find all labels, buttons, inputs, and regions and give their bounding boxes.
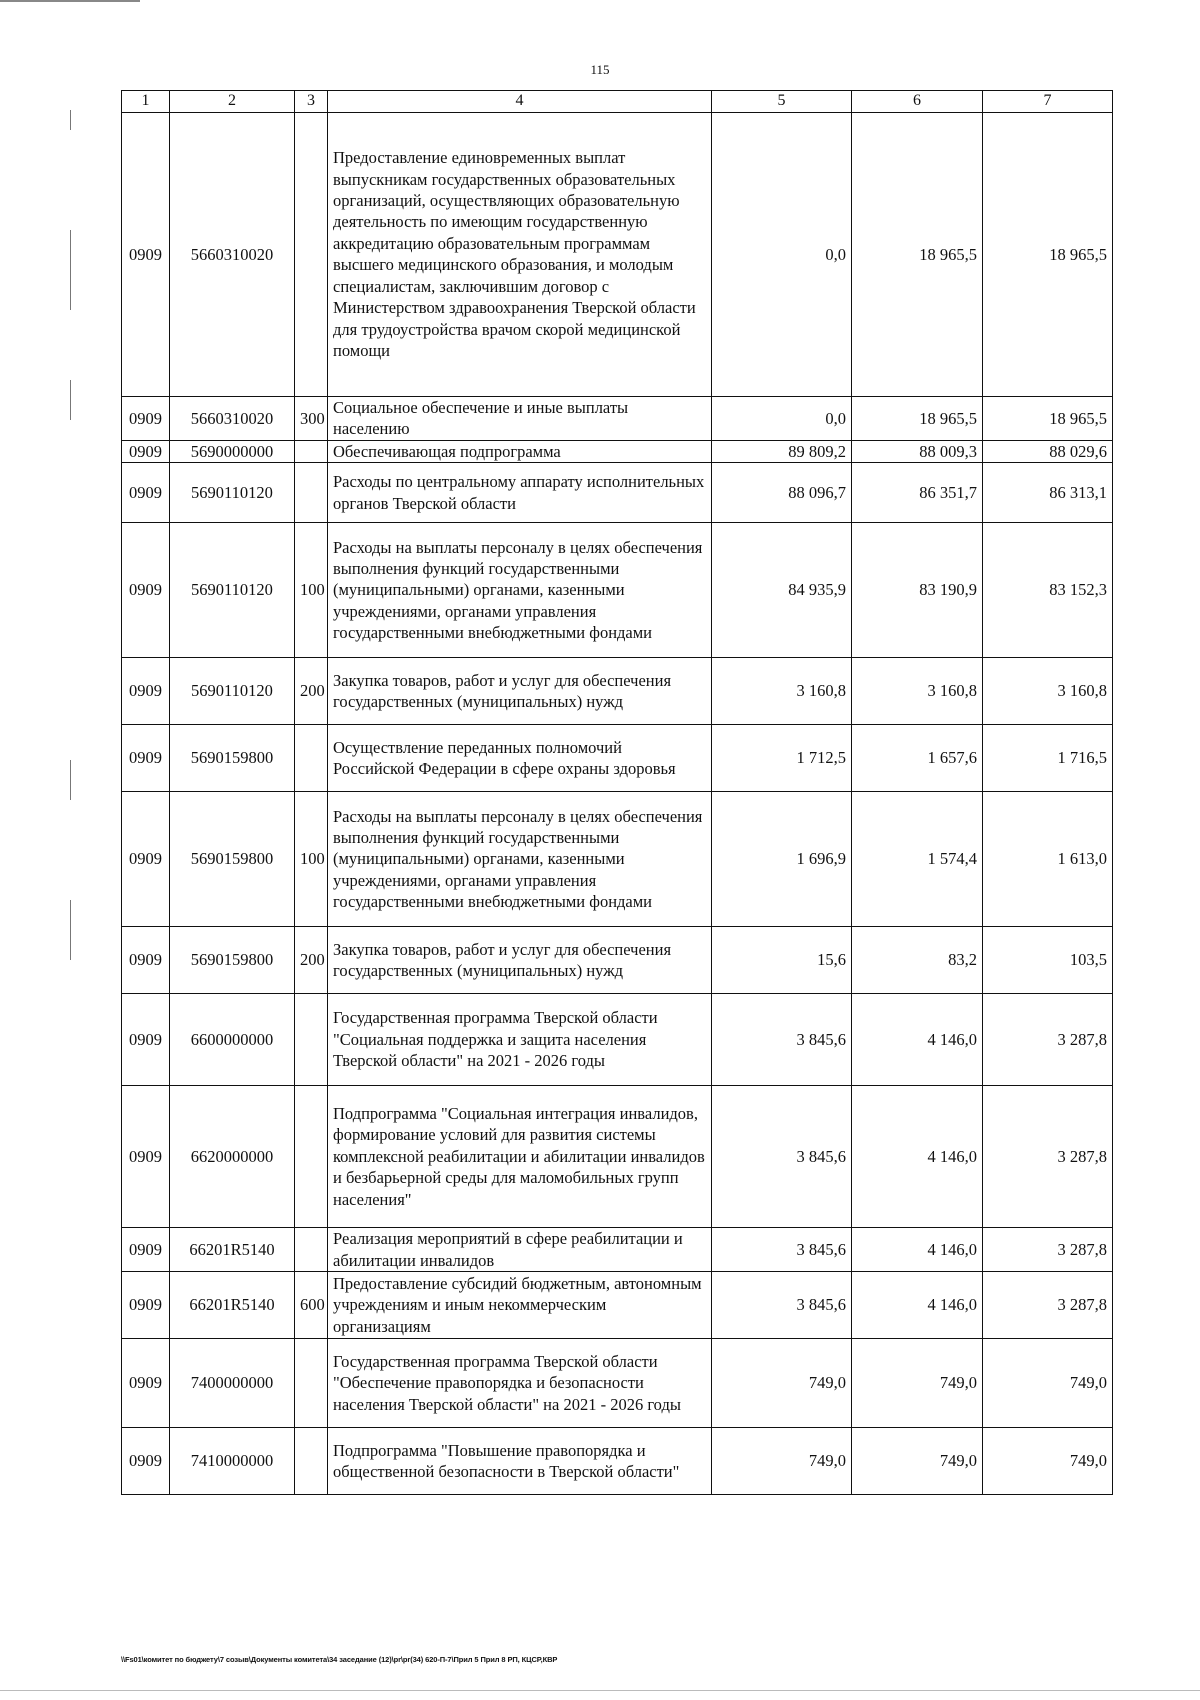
value-col-7: 3 287,8 <box>983 1228 1113 1272</box>
row-description: Социальное обеспечение и иные выплаты населению <box>328 396 712 440</box>
expense-type-code <box>295 463 328 523</box>
expense-type-code: 600 <box>295 1272 328 1339</box>
value-col-6: 749,0 <box>852 1428 983 1495</box>
table-row <box>122 463 1113 523</box>
table-row <box>122 440 1113 462</box>
value-col-5: 749,0 <box>712 1339 852 1428</box>
table-row <box>122 994 1113 1086</box>
value-col-5: 89 809,2 <box>712 440 852 462</box>
section-code: 0909 <box>122 1272 170 1339</box>
target-article-code: 5690159800 <box>170 725 295 792</box>
expense-type-code <box>295 1228 328 1272</box>
value-col-5: 749,0 <box>712 1428 852 1495</box>
value-col-7: 3 287,8 <box>983 1272 1113 1339</box>
column-header: 5 <box>712 91 852 113</box>
value-col-7: 749,0 <box>983 1339 1113 1428</box>
value-col-6: 4 146,0 <box>852 1086 983 1228</box>
value-col-6: 18 965,5 <box>852 396 983 440</box>
table-row <box>122 927 1113 994</box>
row-description: Государственная программа Тверской области "Обеспечение правопорядка и безопасности населения Тверской области" на 2021 - 2026 годы <box>328 1339 712 1428</box>
value-col-5: 3 845,6 <box>712 1228 852 1272</box>
value-col-7: 1 716,5 <box>983 725 1113 792</box>
expense-type-code: 200 <box>295 658 328 725</box>
row-description: Реализация мероприятий в сфере реабилитации и абилитации инвалидов <box>328 1228 712 1272</box>
table-row <box>122 396 1113 440</box>
margin-mark <box>70 760 71 800</box>
column-header: 4 <box>328 91 712 113</box>
value-col-7: 3 287,8 <box>983 1086 1113 1228</box>
row-description: Расходы по центральному аппарату исполнительных органов Тверской области <box>328 463 712 523</box>
expense-type-code <box>295 112 328 396</box>
column-header: 2 <box>170 91 295 113</box>
page-number: 115 <box>590 62 610 77</box>
target-article-code: 5690159800 <box>170 927 295 994</box>
section-code: 0909 <box>122 1339 170 1428</box>
section-code: 0909 <box>122 396 170 440</box>
budget-table <box>121 90 1113 1495</box>
row-description: Подпрограмма "Повышение правопорядка и общественной безопасности в Тверской области" <box>328 1428 712 1495</box>
value-col-5: 84 935,9 <box>712 523 852 658</box>
target-article-code: 5690110120 <box>170 463 295 523</box>
table-row <box>122 792 1113 927</box>
footer-file-path: \\Fs01\комитет по бюджету\7 созыв\Документы комитета\34 заседание (12)\pr\pr(34) 620-П-7\Прил 5 Прил 8 РП, КЦСР,КВР <box>121 1655 558 1664</box>
target-article-code: 5690000000 <box>170 440 295 462</box>
value-col-7: 103,5 <box>983 927 1113 994</box>
section-code: 0909 <box>122 725 170 792</box>
table-row <box>122 523 1113 658</box>
section-code: 0909 <box>122 440 170 462</box>
value-col-6: 749,0 <box>852 1339 983 1428</box>
value-col-7: 86 313,1 <box>983 463 1113 523</box>
value-col-6: 4 146,0 <box>852 1228 983 1272</box>
expense-type-code <box>295 1428 328 1495</box>
table-row <box>122 658 1113 725</box>
value-col-6: 86 351,7 <box>852 463 983 523</box>
value-col-6: 83 190,9 <box>852 523 983 658</box>
target-article-code: 5690110120 <box>170 658 295 725</box>
value-col-6: 1 657,6 <box>852 725 983 792</box>
value-col-7: 18 965,5 <box>983 396 1113 440</box>
value-col-6: 83,2 <box>852 927 983 994</box>
value-col-6: 3 160,8 <box>852 658 983 725</box>
table-header-row <box>122 91 1113 113</box>
expense-type-code: 300 <box>295 396 328 440</box>
table-row <box>122 1272 1113 1339</box>
expense-type-code <box>295 440 328 462</box>
value-col-6: 1 574,4 <box>852 792 983 927</box>
expense-type-code: 200 <box>295 927 328 994</box>
column-header: 3 <box>295 91 328 113</box>
scan-edge-mark <box>0 0 140 2</box>
section-code: 0909 <box>122 523 170 658</box>
target-article-code: 66201R5140 <box>170 1228 295 1272</box>
scan-edge-mark <box>0 1690 1200 1691</box>
margin-mark <box>70 900 71 960</box>
target-article-code: 6620000000 <box>170 1086 295 1228</box>
section-code: 0909 <box>122 792 170 927</box>
value-col-7: 1 613,0 <box>983 792 1113 927</box>
expense-type-code <box>295 994 328 1086</box>
section-code: 0909 <box>122 112 170 396</box>
margin-mark <box>70 110 71 130</box>
target-article-code: 5660310020 <box>170 396 295 440</box>
value-col-5: 15,6 <box>712 927 852 994</box>
section-code: 0909 <box>122 463 170 523</box>
column-header: 6 <box>852 91 983 113</box>
row-description: Государственная программа Тверской области "Социальная поддержка и защита населения Тверской области" на 2021 - 2026 годы <box>328 994 712 1086</box>
value-col-6: 4 146,0 <box>852 994 983 1086</box>
table-row <box>122 1228 1113 1272</box>
section-code: 0909 <box>122 658 170 725</box>
target-article-code: 66201R5140 <box>170 1272 295 1339</box>
value-col-7: 749,0 <box>983 1428 1113 1495</box>
expense-type-code <box>295 1339 328 1428</box>
value-col-6: 4 146,0 <box>852 1272 983 1339</box>
value-col-5: 0,0 <box>712 112 852 396</box>
value-col-5: 3 160,8 <box>712 658 852 725</box>
value-col-6: 18 965,5 <box>852 112 983 396</box>
row-description: Расходы на выплаты персоналу в целях обеспечения выполнения функций государственными (муниципальными) органами, казенными учреждениями, органами управления государственными внебюджетными фондами <box>328 523 712 658</box>
target-article-code: 7400000000 <box>170 1339 295 1428</box>
row-description: Подпрограмма "Социальная интеграция инвалидов, формирование условий для развития системы комплексной реабилитации и абилитации инвалидов и безбарьерной среды для маломобильных групп населения" <box>328 1086 712 1228</box>
column-header: 1 <box>122 91 170 113</box>
target-article-code: 5660310020 <box>170 112 295 396</box>
expense-type-code <box>295 725 328 792</box>
target-article-code: 5690159800 <box>170 792 295 927</box>
row-description: Закупка товаров, работ и услуг для обеспечения государственных (муниципальных) нужд <box>328 658 712 725</box>
expense-type-code <box>295 1086 328 1228</box>
value-col-5: 1 712,5 <box>712 725 852 792</box>
table-row <box>122 1086 1113 1228</box>
value-col-7: 3 287,8 <box>983 994 1113 1086</box>
value-col-5: 0,0 <box>712 396 852 440</box>
value-col-7: 83 152,3 <box>983 523 1113 658</box>
value-col-5: 3 845,6 <box>712 994 852 1086</box>
section-code: 0909 <box>122 1086 170 1228</box>
table-body <box>122 112 1113 1494</box>
section-code: 0909 <box>122 1228 170 1272</box>
margin-mark <box>70 230 71 310</box>
table-row <box>122 112 1113 396</box>
column-header: 7 <box>983 91 1113 113</box>
value-col-7: 18 965,5 <box>983 112 1113 396</box>
target-article-code: 6600000000 <box>170 994 295 1086</box>
expense-type-code: 100 <box>295 792 328 927</box>
row-description: Предоставление единовременных выплат выпускникам государственных образовательных организаций, осуществляющих образовательную деятельность по имеющим государственную аккредитацию образовательным программам высшего медицинского образования, и молодым специалистам, заключившим договор с Министерством здравоохранения Тверской области для трудоустройства врачом скорой медицинской помощи <box>328 112 712 396</box>
value-col-5: 3 845,6 <box>712 1272 852 1339</box>
value-col-7: 3 160,8 <box>983 658 1113 725</box>
target-article-code: 5690110120 <box>170 523 295 658</box>
section-code: 0909 <box>122 994 170 1086</box>
table-row <box>122 725 1113 792</box>
target-article-code: 7410000000 <box>170 1428 295 1495</box>
row-description: Расходы на выплаты персоналу в целях обеспечения выполнения функций государственными (муниципальными) органами, казенными учреждениями, органами управления государственными внебюджетными фондами <box>328 792 712 927</box>
value-col-6: 88 009,3 <box>852 440 983 462</box>
table-row <box>122 1428 1113 1495</box>
value-col-5: 88 096,7 <box>712 463 852 523</box>
expense-type-code: 100 <box>295 523 328 658</box>
row-description: Обеспечивающая подпрограмма <box>328 440 712 462</box>
value-col-5: 3 845,6 <box>712 1086 852 1228</box>
table-row <box>122 1339 1113 1428</box>
value-col-7: 88 029,6 <box>983 440 1113 462</box>
section-code: 0909 <box>122 1428 170 1495</box>
row-description: Предоставление субсидий бюджетным, автономным учреждениям и иным некоммерческим организациям <box>328 1272 712 1339</box>
row-description: Осуществление переданных полномочий Российской Федерации в сфере охраны здоровья <box>328 725 712 792</box>
margin-mark <box>70 380 71 420</box>
section-code: 0909 <box>122 927 170 994</box>
value-col-5: 1 696,9 <box>712 792 852 927</box>
row-description: Закупка товаров, работ и услуг для обеспечения государственных (муниципальных) нужд <box>328 927 712 994</box>
